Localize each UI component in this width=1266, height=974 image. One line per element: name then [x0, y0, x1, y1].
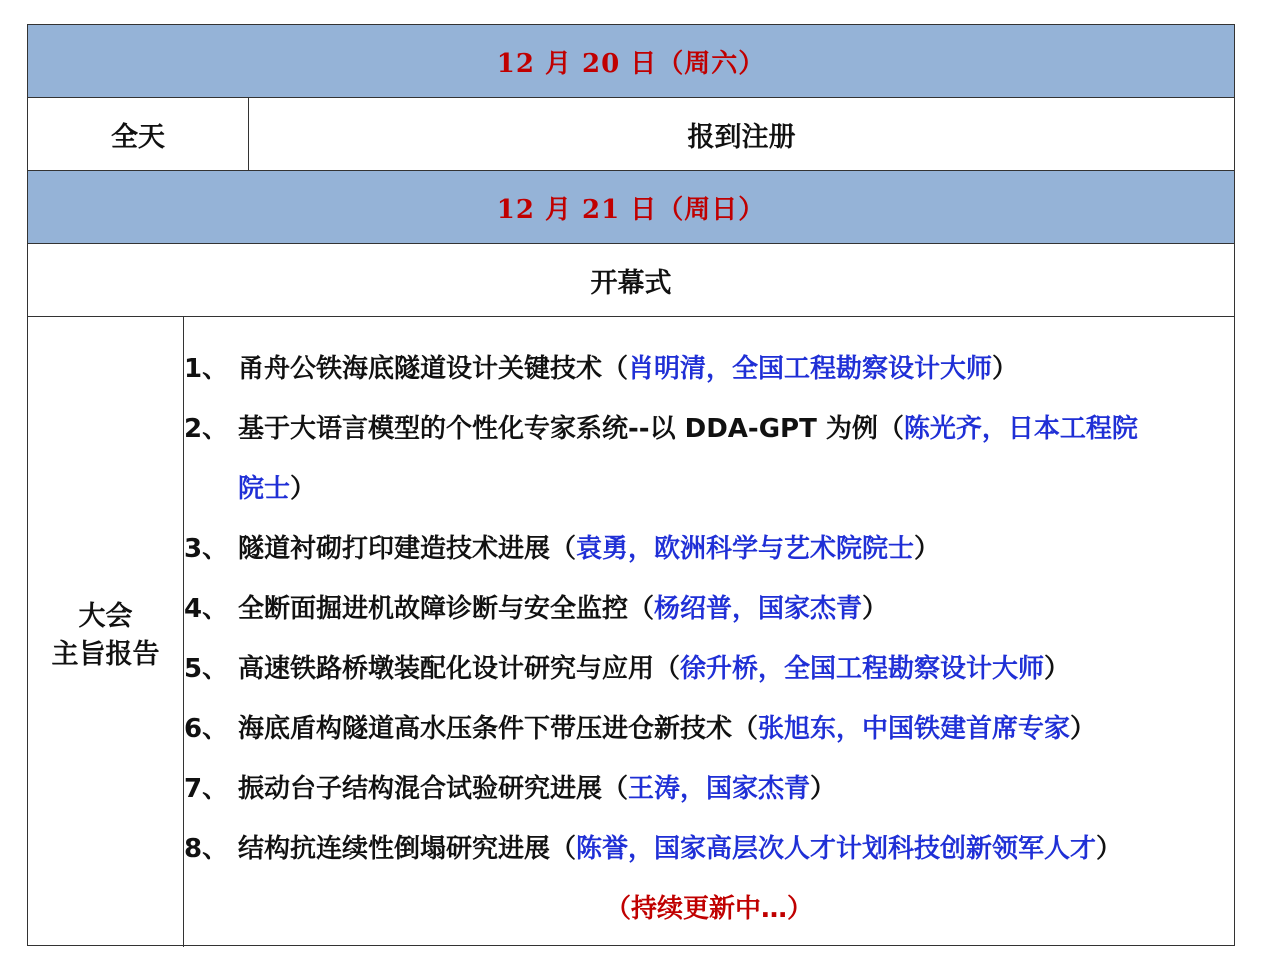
date-label: 12 月 20 日（周六）: [496, 48, 766, 79]
more-coming-note: （持续更新中…）: [604, 894, 813, 924]
date-label: 12 月 21 日（周日）: [496, 194, 766, 225]
item-speaker: 张旭东，中国铁建首席专家: [758, 714, 1071, 744]
item-close: ）: [1044, 654, 1071, 684]
item-speaker: 杨绍普，国家杰青: [654, 594, 863, 624]
item-title: 振动台子结构混合试验研究进展（: [238, 774, 629, 804]
schedule-row-registration: [28, 98, 1234, 171]
item-close: ）: [862, 594, 889, 624]
item-speaker: 肖明清，全国工程勘察设计大师: [628, 354, 993, 384]
item-close: ）: [992, 354, 1019, 384]
section-label: [28, 317, 184, 947]
section-label-line2: 主旨报告: [51, 639, 160, 670]
item-number: 8、: [184, 834, 229, 864]
item-title: 海底盾构隧道高水压条件下带压进仓新技术（: [238, 714, 759, 744]
item-number: 1、: [184, 354, 229, 384]
item-close: ）: [290, 474, 317, 504]
item-title: 甬舟公铁海底隧道设计关键技术（: [238, 354, 629, 384]
item-close: ）: [914, 534, 941, 564]
item-number: 5、: [184, 654, 229, 684]
item-close: ）: [1096, 834, 1123, 864]
schedule-row-opening: [28, 244, 1234, 317]
item-number: 3、: [184, 534, 229, 564]
schedule-table: [27, 24, 1235, 946]
item-number: 4、: [184, 594, 229, 624]
item-speaker-cont: 院士: [238, 474, 291, 504]
item-title: 结构抗连续性倒塌研究进展（: [238, 834, 577, 864]
item-title: 隧道衬砌打印建造技术进展（: [238, 534, 577, 564]
item-number: 7、: [184, 774, 229, 804]
date-header-day1: [28, 25, 1234, 98]
keynote-list: [184, 317, 1234, 947]
item-close: ）: [1070, 714, 1097, 744]
item-speaker: 陈光齐，日本工程院: [903, 414, 1138, 444]
item-title: 高速铁路桥墩装配化设计研究与应用（: [238, 654, 681, 684]
item-title: 全断面掘进机故障诊断与安全监控（: [238, 594, 655, 624]
schedule-row-keynotes: [28, 317, 1234, 947]
date-header-day2: [28, 171, 1234, 244]
item-close: ）: [810, 774, 837, 804]
item-speaker: 王涛，国家杰青: [628, 774, 811, 804]
time-cell: 全天: [28, 98, 249, 170]
section-label-line1: 大会: [78, 601, 133, 632]
item-number: 2、: [184, 414, 229, 444]
event-cell: 报到注册: [687, 121, 796, 153]
opening-cell: 开幕式: [590, 267, 672, 299]
item-number: 6、: [184, 714, 229, 744]
item-title: 基于大语言模型的个性化专家系统--以 DDA-GPT 为例（: [238, 414, 904, 444]
item-speaker: 徐升桥，全国工程勘察设计大师: [680, 654, 1045, 684]
item-speaker: 袁勇，欧洲科学与艺术院院士: [576, 534, 915, 564]
item-speaker: 陈誉，国家高层次人才计划科技创新领军人才: [576, 834, 1097, 864]
